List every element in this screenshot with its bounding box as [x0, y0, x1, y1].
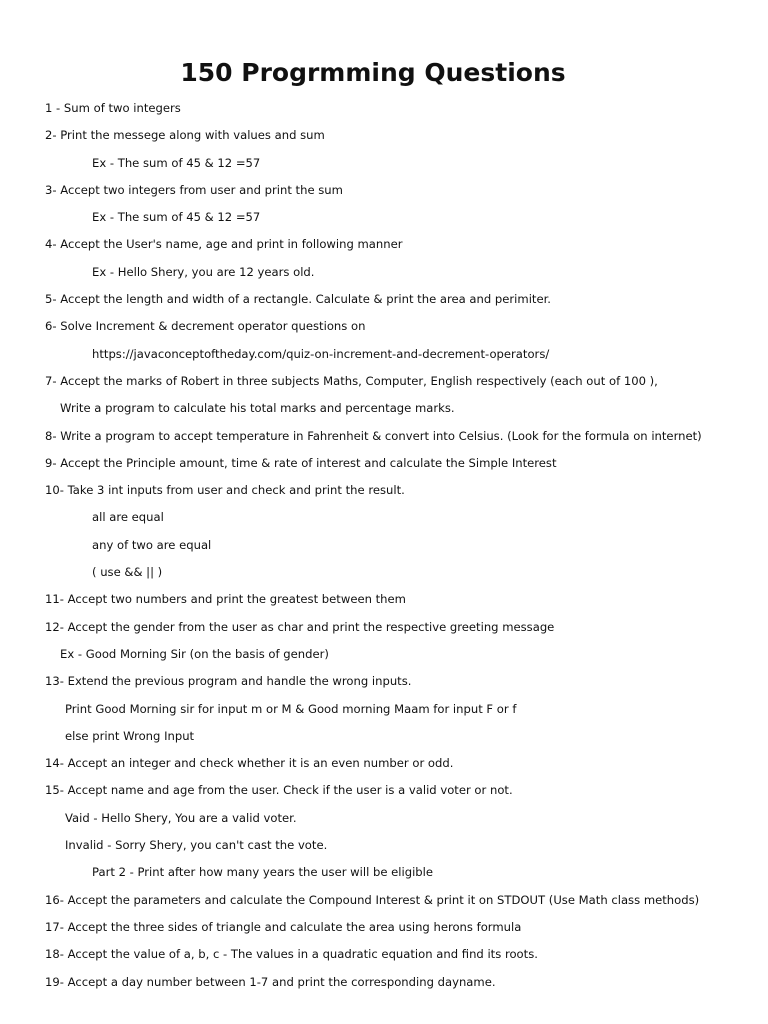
link-line: https://javaconceptoftheday.com/quiz-on-increment-and-decrement-operators/ [92, 346, 550, 361]
continuation-line: Write a program to calculate his total marks and percentage marks. [60, 401, 455, 416]
question-line: 13- Extend the previous program and handle the wrong inputs. [45, 674, 412, 689]
sub-item-line: Part 2 - Print after how many years the user will be eligible [92, 865, 434, 880]
question-line: 2- Print the messege along with values and sum [45, 128, 325, 143]
question-line: 4- Accept the User's name, age and print in following manner [45, 237, 403, 252]
example-line: Ex - Good Morning Sir (on the basis of gender) [60, 646, 329, 661]
example-line: Ex - The sum of 45 & 12 =57 [92, 210, 261, 225]
sub-item-line: all are equal [92, 510, 164, 525]
question-line: 8- Write a program to accept temperature in Fahrenheit & convert into Celsius. (Look for the formula on internet) [45, 428, 702, 443]
sub-item-line: ( use && || ) [92, 565, 163, 580]
question-line: 10- Take 3 int inputs from user and check and print the result. [45, 483, 405, 498]
question-line: 3- Accept two integers from user and print the sum [45, 182, 343, 197]
question-line: 12- Accept the gender from the user as char and print the respective greeting message [45, 619, 555, 634]
question-line: 6- Solve Increment & decrement operator questions on [45, 319, 366, 334]
continuation-line: Invalid - Sorry Shery, you can't cast the vote. [65, 838, 328, 853]
question-line: 9- Accept the Principle amount, time & rate of interest and calculate the Simple Interest [45, 455, 557, 470]
continuation-line: Vaid - Hello Shery, You are a valid voter. [65, 810, 297, 825]
question-line: 7- Accept the marks of Robert in three subjects Maths, Computer, English respectively (each out of 100 ), [45, 373, 658, 388]
question-line: 15- Accept name and age from the user. Check if the user is a valid voter or not. [45, 783, 513, 798]
question-line: 14- Accept an integer and check whether it is an even number or odd. [45, 756, 454, 771]
document-title: 150 Progrmming Questions [180, 58, 566, 87]
question-line: 17- Accept the three sides of triangle and calculate the area using herons formula [45, 919, 522, 934]
question-line: 16- Accept the parameters and calculate the Compound Interest & print it on STDOUT (Use Math class methods) [45, 892, 700, 907]
sub-item-line: any of two are equal [92, 537, 212, 552]
example-line: Ex - The sum of 45 & 12 =57 [92, 155, 261, 170]
question-line: 19- Accept a day number between 1-7 and print the corresponding dayname. [45, 974, 496, 989]
question-line: 18- Accept the value of a, b, c - The values in a quadratic equation and find its roots. [45, 947, 538, 962]
question-line: 1 - Sum of two integers [45, 101, 181, 115]
example-line: Ex - Hello Shery, you are 12 years old. [92, 264, 315, 279]
question-line: 11- Accept two numbers and print the greatest between them [45, 592, 406, 607]
continuation-line: else print Wrong Input [65, 728, 195, 743]
question-list [0, 97, 768, 998]
continuation-line: Print Good Morning sir for input m or M & Good morning Maam for input F or f [65, 701, 517, 716]
question-line: 5- Accept the length and width of a rectangle. Calculate & print the area and perimiter. [45, 292, 551, 307]
